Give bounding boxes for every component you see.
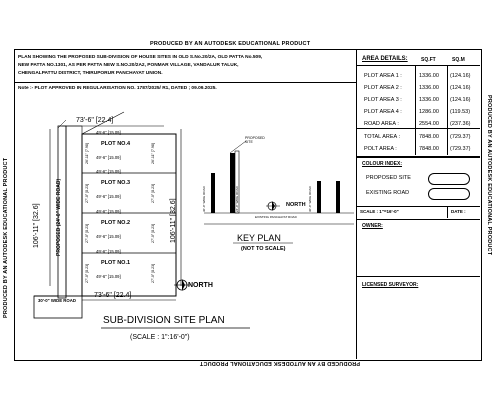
- road-label: PROPOSED (24'-0" WIDE ROAD): [56, 178, 62, 256]
- area-row-sqft: 1336.00: [419, 97, 439, 103]
- legend-proposed-swatch: [428, 173, 470, 185]
- plot-left-side-dim: 26'-11" [7.98]: [85, 143, 89, 164]
- area-row-label: PLOT AREA 1 :: [364, 73, 402, 79]
- area-row-label: PLOT AREA 4 :: [364, 109, 402, 115]
- area-col-divider-1: [415, 65, 416, 155]
- area-row-label: POLT AREA :: [364, 146, 397, 152]
- site-plan-scale: (SCALE : 1":16'-0"): [130, 334, 190, 341]
- wide-road-label: 30'-0" WIDE ROAD: [38, 298, 76, 303]
- header-line-2: NEW PATTA NO.1301, AS PER PATTA NEW S.NO.20/2A2, PONMAR VILLAGE, VANDALUR TALUK,: [18, 63, 239, 68]
- watermark-left: PRODUCED BY AN AUTODESK EDUCATIONAL PRODUCT: [3, 157, 9, 318]
- key-site-label: PROPOSED SITE: [245, 136, 265, 144]
- area-details-title: AREA DETAILS:: [362, 56, 408, 62]
- legend-proposed-label: PROPOSED SITE: [366, 175, 411, 181]
- key-road-left: [211, 173, 215, 213]
- plot-top-dimension: 49'-6" [15.09]: [96, 209, 121, 214]
- key-north-label: NORTH: [286, 202, 306, 208]
- plot-label: PLOT NO.4: [101, 141, 131, 147]
- surveyor-label: LICENSED SURVEYOR:: [362, 282, 419, 288]
- area-row-label: TOTAL AREA :: [364, 134, 400, 140]
- area-row-sqft: 7848.00: [419, 146, 439, 152]
- plot-top-dimension: 49'-6" [15.09]: [96, 130, 121, 135]
- plot-right-side-dim: 26'-11" [7.98]: [151, 143, 155, 164]
- owner-label: OWNER:: [362, 223, 383, 229]
- bottom-dimension: 73'-6" [22.4]: [94, 292, 132, 299]
- plot-bottom-dimension: 49'-6" [15.09]: [96, 234, 121, 239]
- plot-label: PLOT NO.2: [101, 220, 131, 226]
- area-row-sqft: 1336.00: [419, 73, 439, 79]
- legend-existing-label: EXISTING ROAD: [366, 190, 410, 196]
- colour-index-divider: [356, 157, 480, 158]
- watermark-right: PRODUCED BY AN AUTODESK EDUCATIONAL PRODUCT: [486, 95, 492, 256]
- key-road-far-right: [336, 181, 340, 213]
- right-dimension: 106'-11" [32.6]: [170, 198, 177, 243]
- key-plan-subtitle: (NOT TO SCALE): [241, 246, 286, 252]
- plot-bottom-dimension: 49'-6" [15.09]: [96, 274, 121, 279]
- area-row-sqm: (124.16): [450, 73, 471, 79]
- area-total-divider: [356, 128, 480, 129]
- area-row-sqm: (729.37): [450, 146, 471, 152]
- key-road-right: [317, 181, 321, 213]
- col-sqft: SQ.FT: [421, 57, 436, 63]
- plot-left-side-dim: 27'-0" [8.23]: [85, 183, 89, 203]
- plot-bottom-dimension: 49'-6" [15.09]: [96, 194, 121, 199]
- scale-text: SCALE : 1"=16'-0": [360, 209, 399, 214]
- area-col-divider-2: [447, 65, 448, 155]
- left-dimension: 106'-11" [32.6]: [33, 203, 40, 248]
- col-sqm: SQ.M: [452, 57, 465, 63]
- key-road-left-label: 30'-0" WIDE ROAD: [202, 186, 206, 212]
- approval-note: Note :- PLOT APPROVED IN REGULARISATION NO. 1787/2025/ R1, DATED ; 09.09.2025.: [18, 86, 217, 91]
- north-label: NORTH: [188, 282, 213, 289]
- area-row-sqm: (729.37): [450, 134, 471, 140]
- area-row-label: ROAD AREA :: [364, 121, 399, 127]
- colour-index-title: COLOUR INDEX:: [362, 161, 402, 167]
- key-plan-title: KEY PLAN: [237, 233, 281, 243]
- plot-bottom-dimension: 49'-6" [15.09]: [96, 155, 121, 160]
- area-row-sqft: 1286.00: [419, 109, 439, 115]
- area-row-sqm: (124.16): [450, 85, 471, 91]
- plot-label: PLOT NO.1: [101, 260, 131, 266]
- area-row-sqm: (124.16): [450, 97, 471, 103]
- key-road-right-label: 30'-0" WIDE ROAD: [308, 186, 312, 212]
- plot-left-side-dim: 27'-0" [8.23]: [85, 263, 89, 283]
- key-road-mid-label: 24'-0" WIDE ROAD: [235, 186, 239, 212]
- plot-right-side-dim: 27'-0" [8.23]: [151, 223, 155, 243]
- key-bottom-road: EXISTING PANCHAYAT ROAD: [255, 215, 297, 219]
- area-row-sqft: 2554.00: [419, 121, 439, 127]
- legend-existing-swatch: [428, 188, 470, 200]
- area-row-sqft: 1336.00: [419, 85, 439, 91]
- watermark-top: PRODUCED BY AN AUTODESK EDUCATIONAL PRODUCT: [150, 41, 311, 47]
- site-plan-title: SUB-DIVISION SITE PLAN: [103, 315, 225, 326]
- top-dimension: 73'-6" [22.4]: [76, 117, 114, 124]
- road-hatch: [58, 120, 66, 128]
- plot-left-side-dim: 27'-0" [8.23]: [85, 223, 89, 243]
- plot-right-side-dim: 27'-0" [8.23]: [151, 263, 155, 283]
- scale-divider: [447, 206, 448, 218]
- header-line-3: CHENGALPATTU DISTRICT, THIRUPORUR PANCHAYAT UNION.: [18, 71, 163, 76]
- plot-top-dimension: 49'-6" [15.09]: [96, 169, 121, 174]
- watermark-bottom: PRODUCED BY AN AUTODESK EDUCATIONAL PRODUCT: [199, 360, 360, 366]
- area-row-label: PLOT AREA 3 :: [364, 97, 402, 103]
- area-row-sqft: 7848.00: [419, 134, 439, 140]
- area-row-label: PLOT AREA 2 :: [364, 85, 402, 91]
- header-line-1: PLAN SHOWING THE PROPOSED SUB-DIVISION OF HOUSE SITES IN OLD S.No.20/2A, OLD PATTA No.509,: [18, 55, 263, 60]
- date-text: DATE :: [451, 209, 466, 214]
- surveyor-divider: [356, 276, 480, 277]
- plot-label: PLOT NO.3: [101, 180, 131, 186]
- header-divider: [14, 82, 356, 83]
- road-strip: [66, 126, 82, 296]
- plot-top-dimension: 49'-6" [15.09]: [96, 249, 121, 254]
- area-row-sqm: (119.53): [450, 109, 471, 115]
- plot-right-side-dim: 27'-0" [8.23]: [151, 183, 155, 203]
- area-row-sqm: (237.36): [450, 121, 471, 127]
